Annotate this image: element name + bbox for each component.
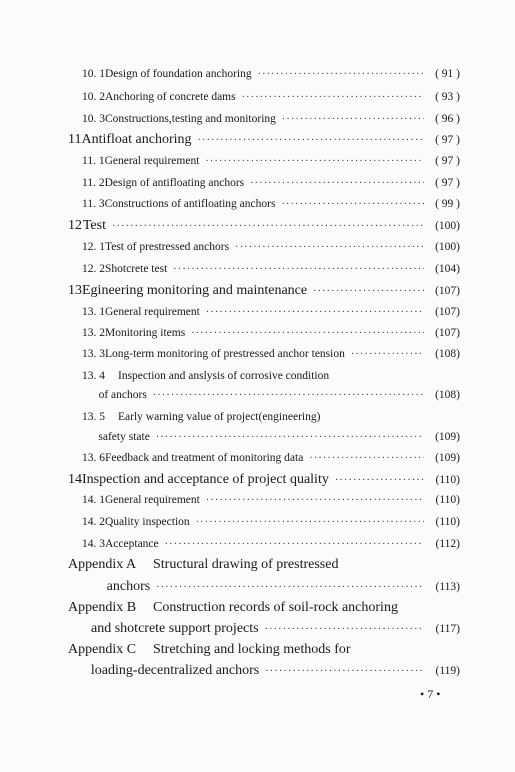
- dot-leader: [206, 307, 424, 318]
- entry-page: (113): [435, 581, 460, 593]
- entry-page: ( 97 ): [435, 134, 460, 146]
- dot-leader: [196, 517, 424, 528]
- entry-number: 11. 1: [82, 155, 105, 167]
- entry-page: (100): [435, 241, 460, 253]
- entry-number: 11: [68, 132, 82, 147]
- toc-entry-13-3[interactable]: [82, 348, 460, 364]
- entry-number: 12. 1: [82, 241, 105, 253]
- entry-page: (100): [435, 220, 460, 232]
- entry-title: General requirement: [105, 494, 200, 506]
- toc-entry-14-2[interactable]: [82, 516, 460, 532]
- entry-title: General requirement: [105, 306, 200, 318]
- toc-chapter-12[interactable]: [68, 218, 460, 236]
- toc-entry-10-3[interactable]: [82, 113, 460, 129]
- dot-leader: [265, 624, 424, 635]
- entry-page: (108): [435, 389, 460, 401]
- entry-title: Early warning value of project(engineering): [118, 411, 321, 423]
- entry-page: (110): [435, 474, 460, 486]
- entry-page: (107): [435, 306, 460, 318]
- entry-title: Acceptance: [105, 538, 159, 550]
- dot-leader: [205, 156, 424, 167]
- toc-entry-13-4-continued[interactable]: [82, 389, 460, 405]
- entry-page: (108): [435, 348, 460, 360]
- entry-title: of anchors: [98, 389, 147, 401]
- entry-number: 12: [68, 218, 82, 233]
- toc-entry-11-1[interactable]: [82, 155, 460, 171]
- entry-title: Design of foundation anchoring: [105, 68, 252, 80]
- entry-title: Anchoring of concrete dams: [105, 91, 236, 103]
- entry-page: ( 97 ): [435, 155, 460, 167]
- entry-number: 13. 1: [82, 306, 105, 318]
- toc-entry-11-2[interactable]: [82, 177, 460, 193]
- entry-page: (107): [435, 285, 460, 297]
- entry-title: Quality inspection: [105, 516, 190, 528]
- entry-title: Shotcrete test: [105, 263, 168, 275]
- entry-number: 14. 2: [82, 516, 105, 528]
- entry-page: (112): [435, 538, 460, 550]
- toc-entry-13-5[interactable]: [82, 411, 460, 427]
- dot-leader: [265, 666, 424, 677]
- entry-number: 13. 5: [82, 411, 105, 423]
- entry-page: ( 99 ): [435, 198, 460, 210]
- entry-title: Long-term monitoring of prestressed anchor tension: [105, 348, 345, 360]
- entry-title: and shotcrete support projects: [91, 621, 259, 636]
- dot-leader: [173, 264, 424, 275]
- dot-leader: [281, 199, 424, 210]
- entry-number: 10. 1: [82, 68, 105, 80]
- entry-number: Appendix C: [68, 642, 137, 657]
- toc-entry-10-2[interactable]: [82, 91, 460, 107]
- toc-entry-13-1[interactable]: [82, 306, 460, 322]
- entry-title: Inspection and anslysis of corrosive condition: [118, 370, 330, 382]
- entry-title: Inspection and acceptance of project quality: [82, 472, 329, 487]
- entry-page: (119): [435, 665, 460, 677]
- entry-title: Antifloat anchoring: [81, 132, 192, 147]
- entry-page: (109): [435, 431, 460, 443]
- entry-number: Appendix A: [68, 557, 137, 572]
- toc-entry-12-1[interactable]: [82, 241, 460, 257]
- toc-entry-12-2[interactable]: [82, 263, 460, 279]
- toc-entry-11-3[interactable]: [82, 198, 460, 214]
- entry-page: (117): [435, 623, 460, 635]
- toc-chapter-13[interactable]: [68, 283, 460, 301]
- entry-page: ( 96 ): [435, 113, 460, 125]
- dot-leader: [165, 539, 424, 550]
- dot-leader: [235, 242, 424, 253]
- dot-leader: [198, 135, 424, 146]
- entry-number: 11. 3: [82, 198, 105, 210]
- entry-number: 14: [68, 472, 82, 487]
- entry-number: 13: [68, 283, 82, 298]
- entry-number: 13. 6: [82, 452, 105, 464]
- dot-leader: [282, 114, 424, 125]
- entry-title: Structural drawing of prestressed: [153, 557, 339, 572]
- entry-page: ( 93 ): [435, 91, 460, 103]
- toc-entry-13-2[interactable]: [82, 327, 460, 343]
- dot-leader: [351, 349, 424, 360]
- toc-entry-14-1[interactable]: [82, 494, 460, 510]
- entry-title: Design of antifloating anchors: [104, 177, 245, 189]
- entry-page: (110): [435, 516, 460, 528]
- entry-number: 13. 3: [82, 348, 105, 360]
- entry-number: 14. 1: [82, 494, 105, 506]
- entry-title: safety state: [98, 431, 150, 443]
- entry-title: loading-decentralized anchors: [90, 663, 260, 678]
- page-number: • 7 •: [420, 687, 441, 701]
- toc-entry-13-6[interactable]: [82, 452, 460, 468]
- toc-appendix-c[interactable]: [68, 642, 460, 660]
- entry-title: Feedback and treatment of monitoring data: [105, 452, 304, 464]
- toc-entry-10-1[interactable]: [82, 68, 460, 84]
- dot-leader: [112, 221, 424, 232]
- dot-leader: [156, 432, 424, 443]
- entry-title: Monitoring items: [105, 327, 186, 339]
- entry-number: 12. 2: [82, 263, 105, 275]
- entry-page: ( 91 ): [435, 68, 460, 80]
- entry-number: 10. 3: [82, 113, 105, 125]
- entry-title: Constructions of antifloating anchors: [104, 198, 276, 210]
- entry-number: 10. 2: [82, 91, 105, 103]
- dot-leader: [242, 92, 424, 103]
- entry-page: (109): [435, 452, 460, 464]
- dot-leader: [309, 453, 424, 464]
- dot-leader: [313, 286, 424, 297]
- toc-entry-13-4[interactable]: [82, 370, 460, 386]
- entry-title: anchors: [106, 579, 151, 594]
- entry-page: (107): [435, 327, 460, 339]
- entry-page: ( 97 ): [435, 177, 460, 189]
- entry-title: Test of prestressed anchors: [105, 241, 230, 253]
- entry-number: Appendix B: [68, 600, 137, 615]
- toc-appendix-a[interactable]: [68, 557, 460, 575]
- toc-entry-13-5-continued[interactable]: [82, 431, 460, 447]
- dot-leader: [206, 495, 424, 506]
- toc-appendix-b-continued[interactable]: [68, 621, 460, 639]
- entry-number: 11. 2: [82, 177, 105, 189]
- entry-title: Egineering monitoring and maintenance: [82, 283, 308, 298]
- toc-appendix-b[interactable]: [68, 600, 460, 618]
- entry-title: Stretching and locking methods for: [153, 642, 351, 657]
- toc-chapter-14[interactable]: [68, 472, 460, 490]
- entry-title: Constructions,testing and monitoring: [105, 113, 276, 125]
- entry-title: Construction records of soil-rock anchoring: [153, 600, 398, 615]
- toc-entry-14-3[interactable]: [82, 538, 460, 554]
- dot-leader: [156, 582, 424, 593]
- dot-leader: [258, 69, 424, 80]
- toc-appendix-c-continued[interactable]: [68, 663, 460, 681]
- entry-title: Test: [82, 218, 106, 233]
- toc-chapter-11[interactable]: [68, 132, 460, 150]
- entry-page: (104): [435, 263, 460, 275]
- dot-leader: [153, 390, 424, 401]
- entry-title: General requirement: [104, 155, 200, 167]
- entry-number: 14. 3: [82, 538, 105, 550]
- dot-leader: [335, 475, 424, 486]
- dot-leader: [191, 328, 424, 339]
- toc-appendix-a-continued[interactable]: [68, 579, 460, 597]
- dot-leader: [250, 178, 424, 189]
- entry-page: (110): [435, 494, 460, 506]
- entry-number: 13. 4: [82, 370, 105, 382]
- entry-number: 13. 2: [82, 327, 105, 339]
